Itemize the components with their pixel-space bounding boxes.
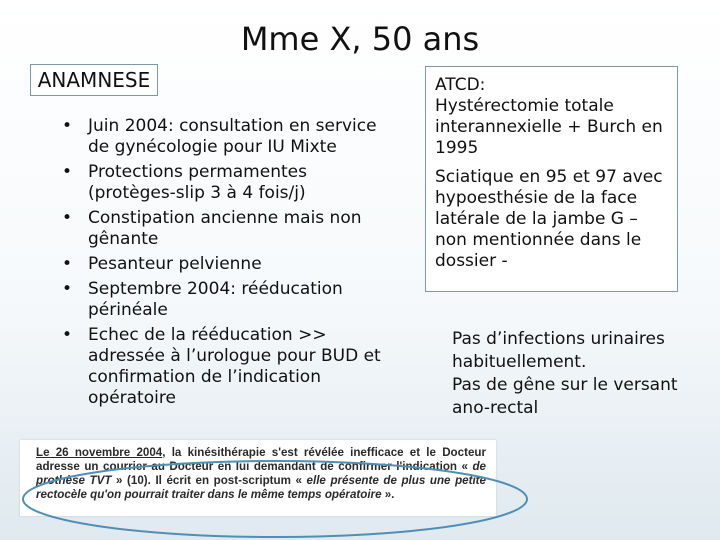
bullet-item: • Pesanteur pelvienne (88, 254, 388, 275)
clipping-quote: elle présente de plus une petite rectocèle qu'on pourrait traiter dans le même temps opératoire (36, 474, 486, 501)
anamnese-label: ANAMNESE (30, 64, 158, 96)
note-line: Pas de gêne sur le versant ano-rectal (452, 375, 678, 418)
bullet-item: • Echec de la rééducation >> adressée à l’urologue pour BUD et confirmation de l’indication opératoire (88, 325, 388, 409)
clipping-text: , la kinésithérapie s'est révélée inefficace et le Docteur adresse un courrier au Docteur en lui demandant de confirmer l'indication « (36, 446, 486, 473)
atcd-line: Sciatique en 95 et 97 avec hypoesthésie de la face latérale de la jambe G – non mentionnée dans le dossier - (435, 167, 663, 271)
clipping-quote: de prothèse TVT (36, 460, 486, 487)
document-clipping (20, 440, 496, 516)
atcd-line: Hystérectomie totale interannexielle + Burch en 1995 (435, 96, 663, 158)
clipping-text: » (10). Il écrit en post-scriptum « (111, 474, 307, 487)
bullet-item: • Septembre 2004: rééducation périnéale (88, 279, 388, 321)
anamnese-bullet-list (58, 116, 388, 413)
clipping-text: ». (381, 488, 395, 501)
notes-block (452, 328, 712, 420)
bullet-item: • Protections permamentes (protèges-slip 3 à 4 fois/j) (88, 162, 388, 204)
atcd-heading: ATCD: (435, 75, 486, 95)
note-line: Pas d’infections urinaires habituellement. (452, 329, 665, 372)
clipping-date: Le 26 novembre 2004 (36, 446, 163, 459)
bullet-item: • Constipation ancienne mais non gênante (88, 208, 388, 250)
slide-title: Mme X, 50 ans (240, 20, 480, 58)
bullet-item: • Juin 2004: consultation en service de gynécologie pour IU Mixte (88, 116, 388, 158)
atcd-box (425, 66, 678, 292)
